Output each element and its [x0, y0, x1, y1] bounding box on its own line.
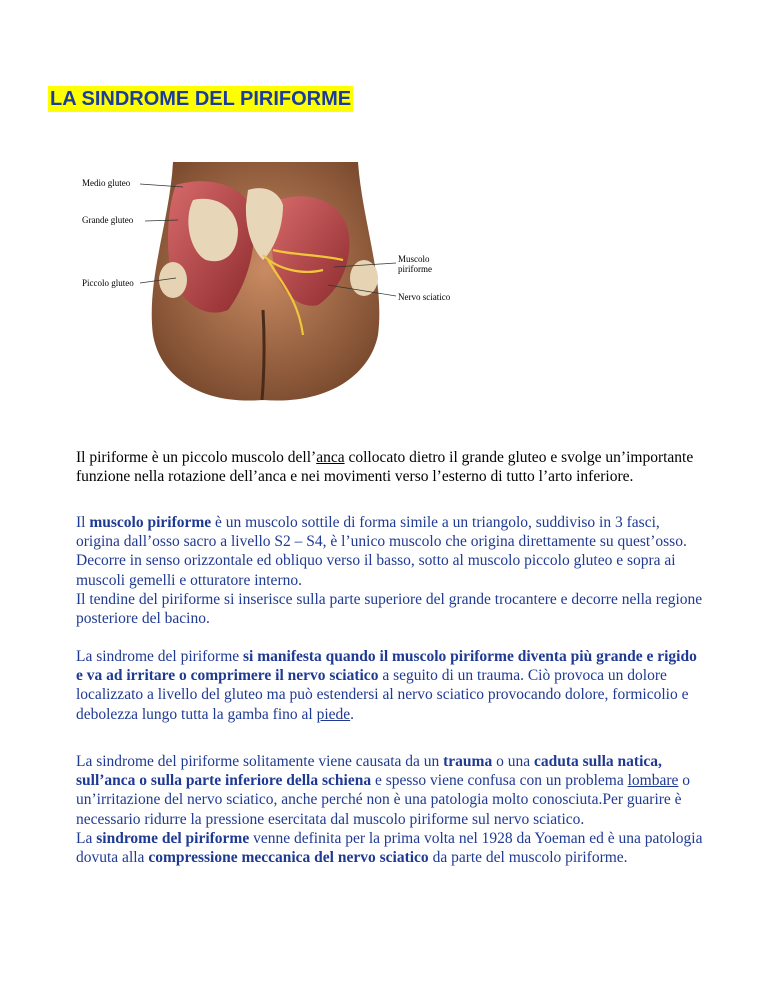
label-piccolo-gluteo: Piccolo gluteo: [82, 278, 134, 288]
page-title: LA SINDROME DEL PIRIFORME: [50, 88, 352, 110]
paragraph-4: [76, 752, 706, 867]
link-anca[interactable]: anca: [316, 449, 345, 466]
p4-text-e: La: [76, 829, 97, 847]
link-lombare[interactable]: lombare: [627, 772, 679, 790]
p4-bold-2: caduta sulla natica, sull’anca o sulla parte inferiore della schiena: [76, 753, 662, 790]
paragraph-1: [76, 448, 706, 486]
label-grande-gluteo: Grande gluteo: [82, 215, 134, 225]
p2-text-c: Il tendine del piriforme si inserisce sulla parte superiore del grande trocantere e decorre nella regione posteriore del bacino.: [76, 590, 703, 628]
p3-text-a: La sindrome del piriforme: [76, 648, 244, 665]
p4-text-b: o una: [492, 753, 534, 770]
p4-text-f: venne definita per la prima volta nel 1928 da Yoeman ed è una patologia dovuta alla: [76, 829, 703, 867]
p4-text-d: o un’irritazione del nervo sciatico, anche perché non è una patologia molto conosciuta.Per guarire è necessario ridurre la pressione esercitata dal muscolo piriforme sul nervo sciatico.: [76, 772, 691, 828]
label-medio-gluteo: Medio gluteo: [82, 178, 131, 188]
p4-text-c: e spesso viene confusa con un problema: [371, 772, 628, 790]
p3-text-b: a seguito di un trauma. Ciò provoca un dolore localizzato a livello del gluteo ma può estendersi al nervo sciatico provocando dolore, formicolio e debolezza lungo tutta la gamba fino al: [76, 667, 689, 723]
p1-text-b: collocato dietro il grande gluteo e svolge un’importante funzione nella rotazione dell’anca e nei movimenti verso l’esterno di tutto l’arto inferiore.: [76, 449, 694, 486]
p2-bold: muscolo piriforme: [89, 514, 212, 531]
p4-text-a: La sindrome del piriforme solitamente viene causata da un: [76, 753, 444, 770]
p3-bold: si manifesta quando il muscolo piriforme diventa più grande e rigido e va ad irritare o comprimere il nervo sciatico: [76, 648, 697, 685]
p2-text-a: Il: [76, 514, 90, 531]
p3-text-c: .: [350, 705, 355, 723]
label-nervo-sciatico: Nervo sciatico: [398, 292, 451, 302]
p4-text-g: da parte del muscolo piriforme.: [428, 849, 628, 867]
label-muscolo: Muscolo: [398, 254, 430, 264]
p4-bold-3: sindrome del piriforme: [96, 829, 250, 847]
anatomy-illustration: [78, 160, 458, 405]
label-piriforme: piriforme: [398, 264, 432, 274]
p4-bold-4: compressione meccanica del nervo sciatico: [148, 849, 429, 867]
p1-text-a: Il piriforme è un piccolo muscolo dell’: [76, 449, 317, 466]
link-piede[interactable]: piede: [316, 705, 351, 723]
p2-text-b: è un muscolo sottile di forma simile a un triangolo, suddiviso in 3 fasci, origina dall’osso sacro a livello S2 – S4, è l’unico muscolo che origina direttamente su quest’osso. Decorre in senso orizzontale ed obliquo verso il basso, sotto al muscolo piccolo gluteo e sopra ai muscoli gemelli e otturatore interno.: [76, 514, 687, 589]
p4-bold-1: trauma: [443, 753, 493, 770]
paragraph-3: [76, 647, 706, 724]
paragraph-2: [76, 513, 706, 628]
